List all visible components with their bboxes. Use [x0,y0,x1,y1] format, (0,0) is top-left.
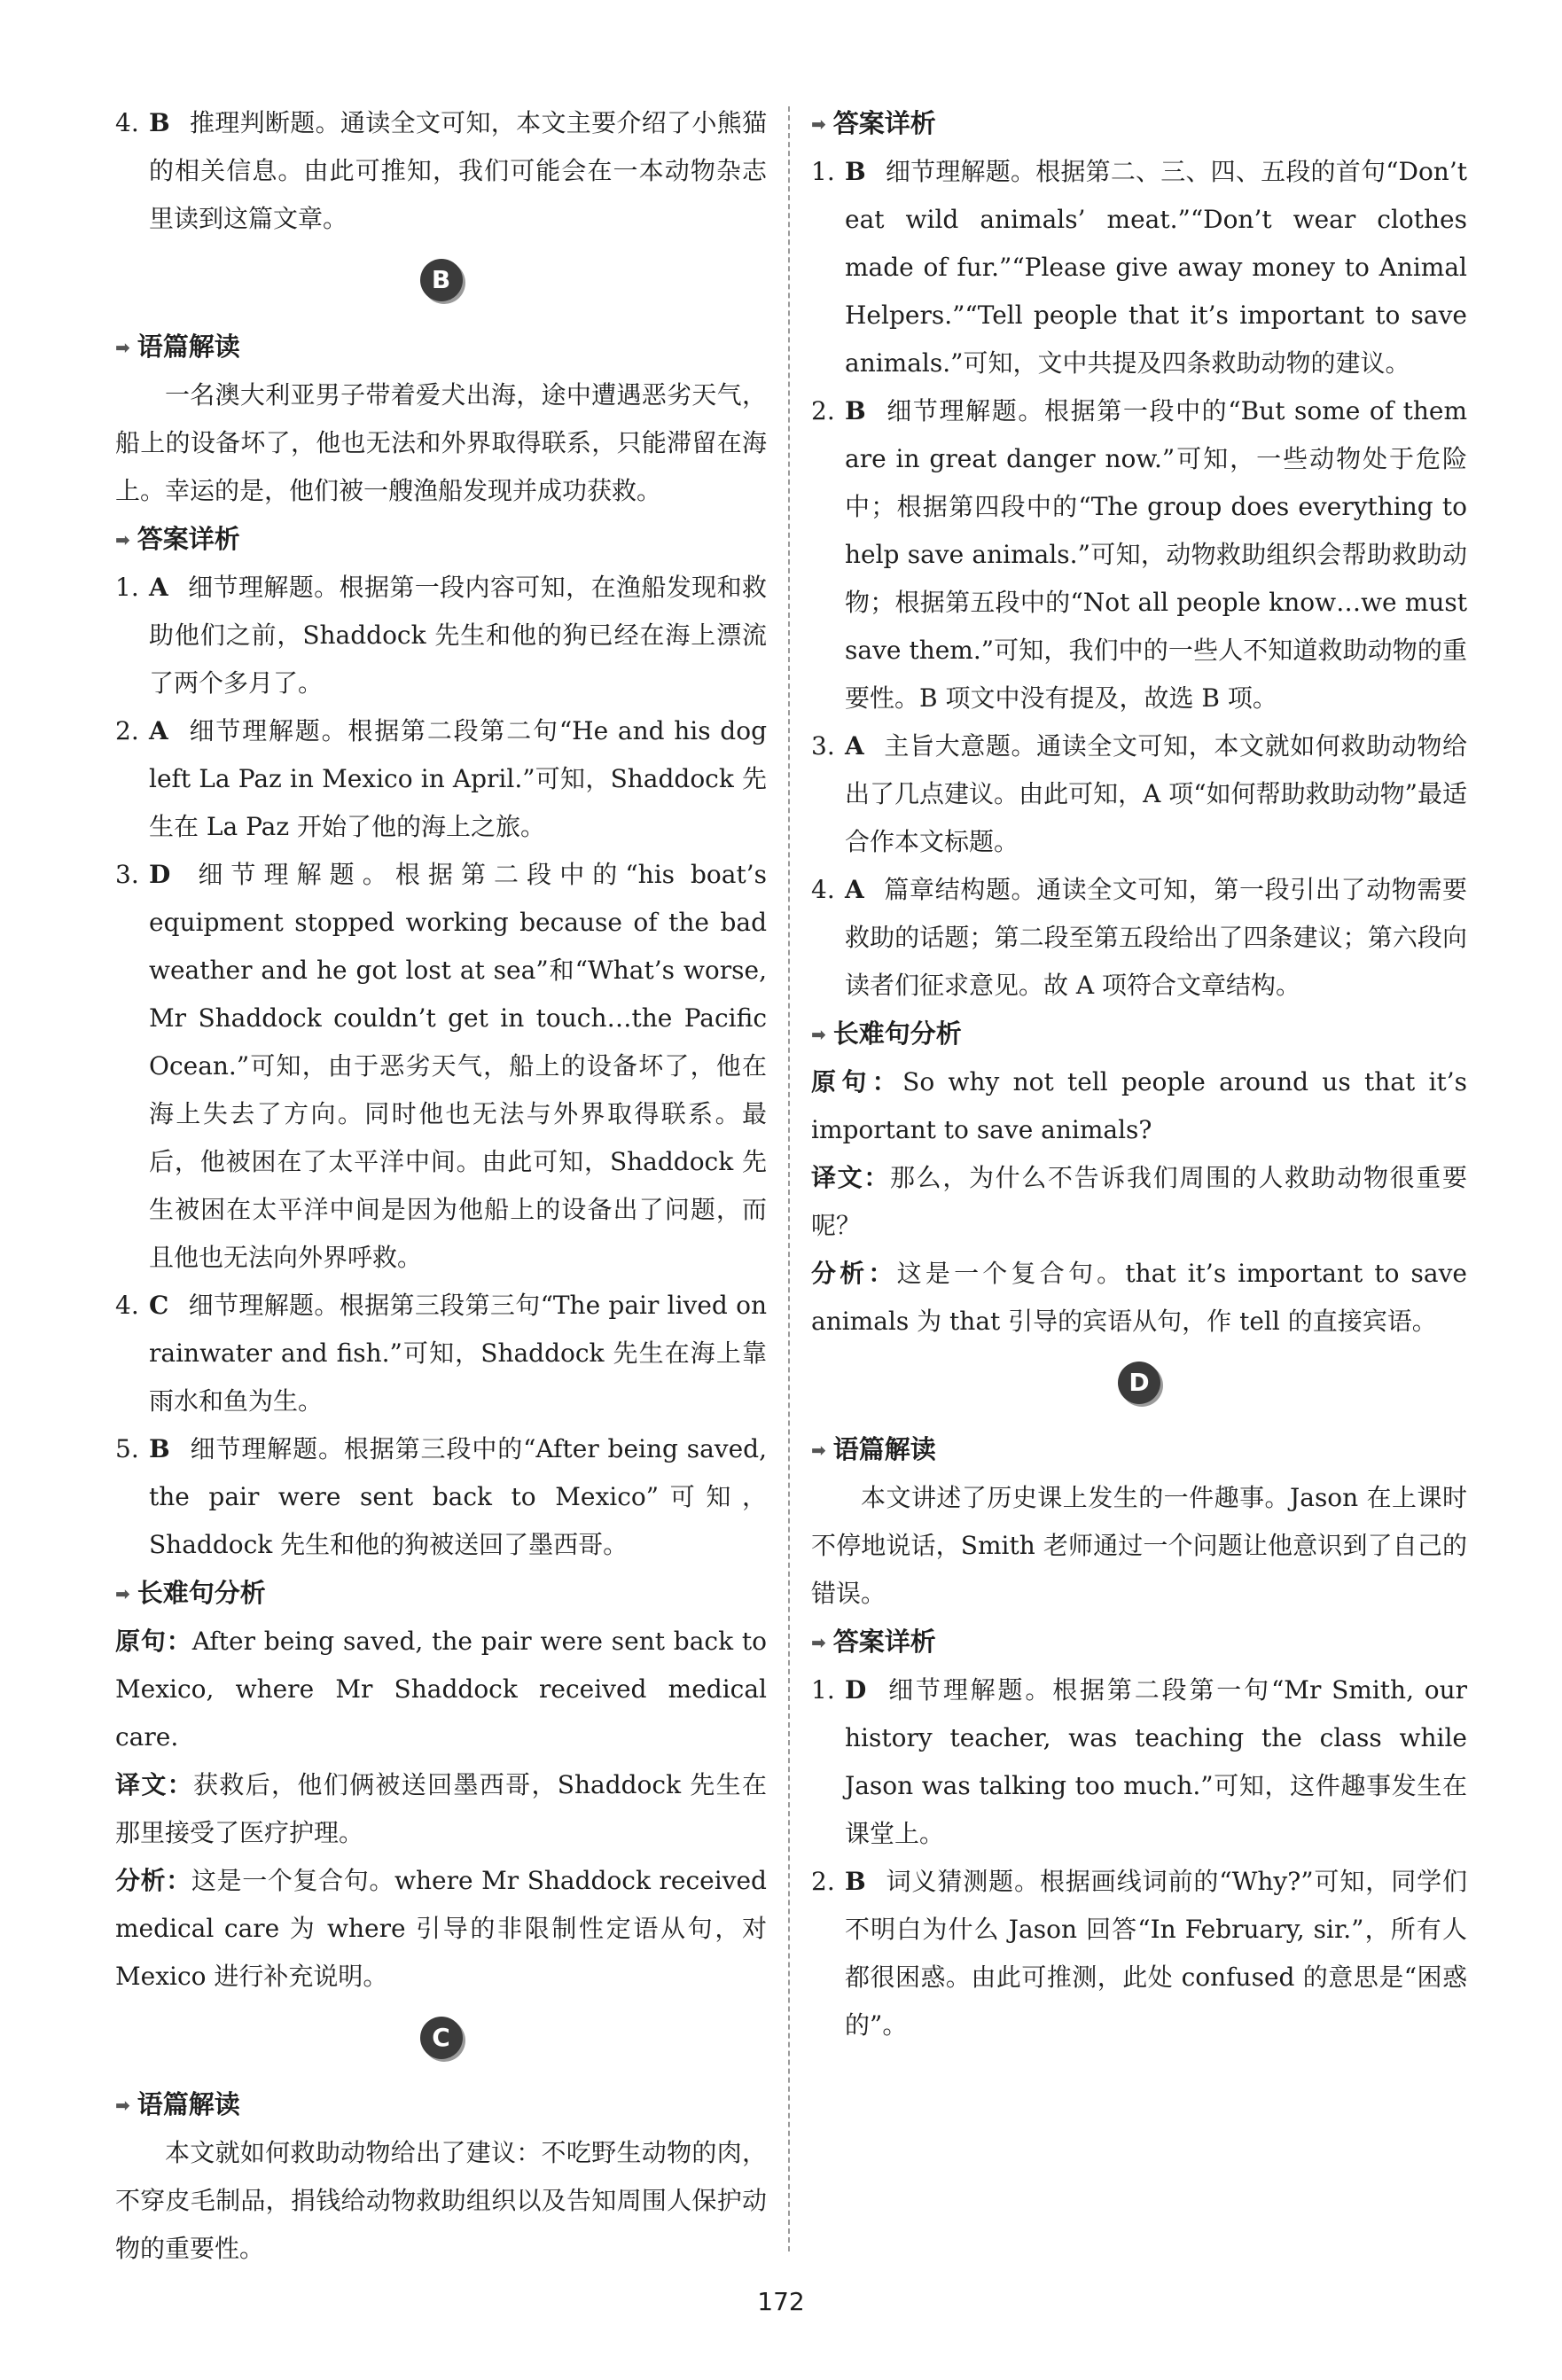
arrow-icon: ➡ [811,1440,826,1461]
analysis-label: 分析： [811,1259,897,1288]
section-letter-badge: C [420,2017,463,2059]
answer-item [811,148,1467,387]
heading-text: 答案详析 [137,524,240,554]
answer-item [811,387,1467,722]
analysis-text: 这是一个复合句。where Mr Shaddock received medical care 为 where 引导的非限制性定语从句，对 Mexico 进行补充说明。 [115,1866,767,1991]
answer-letter: B [845,157,866,186]
reading-summary: 一名澳大利亚男子带着爱犬出海，途中遭遇恶劣天气，船上的设备坏了，他也无法和外界取得联系，只能滞留在海上。幸运的是，他们被一艘渔船发现并成功获救。 [115,380,767,505]
analysis [115,1857,767,2001]
translation-label: 译文： [115,1770,194,1799]
section-badge-d [811,1346,1467,1425]
original-text: After being saved, the pair were sent back to Mexico, where Mr Shaddock received medical care. [115,1627,767,1752]
heading-text: 语篇解读 [137,332,240,362]
translation-label: 译文： [811,1163,890,1192]
arrow-icon: ➡ [811,113,826,135]
analysis-label: 分析： [115,1866,191,1895]
answer-number: 2. [811,396,835,425]
translation-text: 那么，为什么不告诉我们周围的人救助动物很重要呢？ [811,1163,1467,1240]
answer-item [115,851,767,1282]
answer-number: 4. [811,875,835,904]
arrow-icon: ➡ [115,2095,130,2116]
heading-answers [811,99,1467,148]
answer-letter: C [149,1291,169,1320]
heading-reading [115,2080,767,2129]
heading-reading [115,323,767,371]
answer-explanation: 推理判断题。通读全文可知，本文主要介绍了小熊猫的相关信息。由此可推知，我们可能会在一本动物杂志里读到这篇文章。 [149,108,767,233]
left-column [115,99,767,2273]
answer-explanation: 细节理解题。根据第一段内容可知，在渔船发现和救助他们之前，Shaddock 先生和他的狗已经在海上漂流了两个多月了。 [149,573,767,698]
heading-answers [811,1618,1467,1666]
answer-letter: A [845,875,864,904]
original-label: 原句： [811,1067,903,1096]
original-label: 原句： [115,1627,192,1656]
original-text: So why not tell people around us that it’s important to save animals? [811,1067,1467,1144]
answer-letter: A [149,573,168,602]
answer-number: 4. [115,1291,139,1320]
answer-explanation: 篇章结构题。通读全文可知，第一段引出了动物需要救助的话题；第二段至第五段给出了四条建议；第六段向读者们征求意见。故 A 项符合文章结构。 [845,875,1467,1000]
answer-item [115,99,767,243]
answer-letter: B [845,1867,866,1896]
answer-number: 3. [115,860,139,889]
answer-explanation: 细节理解题。根据第三段第三句“The pair lived on rainwater and fish.”可知，Shaddock 先生在海上靠雨水和鱼为生。 [149,1291,767,1416]
answer-letter: D [149,860,171,889]
answer-explanation: 主旨大意题。通读全文可知，本文就如何救助动物给出了几点建议。由此可知，A 项“如何帮助救助动物”最适合作本文标题。 [845,731,1467,856]
answer-letter: B [845,396,866,425]
answer-explanation: 细节理解题。根据第一段中的“But some of them are in great danger now.”可知，一些动物处于危险中；根据第四段中的“The group does everything to help save animals.”可知，动物救助组织会帮助救助动物；根据第五段中的“Not all people know…we must save them.”可知，我们中的一些人不知道救助动物的重要性。B 项文中没有提及，故选 B 项。 [845,396,1467,713]
answer-letter: B [149,108,170,137]
original-sentence [115,1618,767,1761]
answer-number: 2. [811,1867,835,1896]
answer-item [811,1666,1467,1858]
heading-long-sentence [115,1569,767,1618]
analysis-text: 这是一个复合句。that it’s important to save animals 为 that 引导的宾语从句，作 tell 的直接宾语。 [811,1259,1467,1336]
reading-summary: 本文讲述了历史课上发生的一件趣事。Jason 在上课时不停地说话，Smith 老师通过一个问题让他意识到了自己的错误。 [811,1483,1467,1608]
answer-explanation: 细节理解题。根据第二段第二句“He and his dog left La Paz in Mexico in April.”可知，Shaddock 先生在 La Paz 开始了他的海上之旅。 [149,716,767,841]
heading-text: 长难句分析 [137,1578,266,1608]
section-letter-badge: D [1118,1362,1160,1404]
arrow-icon: ➡ [811,1632,826,1653]
arrow-icon: ➡ [115,1583,130,1604]
heading-text: 答案详析 [832,108,936,138]
answer-number: 1. [811,157,835,186]
heading-long-sentence [811,1010,1467,1058]
answer-letter: A [149,716,168,745]
answer-number: 5. [115,1434,139,1463]
answer-item [811,866,1467,1010]
arrow-icon: ➡ [115,529,130,550]
answer-letter: D [845,1675,867,1705]
answer-number: 4. [115,108,139,137]
answer-item [115,1425,767,1569]
answer-explanation: 细节理解题。根据第二段中的“his boat’s equipment stopped working because of the bad weather and he got lost at sea”和“What’s worse, Mr Shaddock couldn’t get in touch…the Pacific Ocean.”可知，由于恶劣天气，船上的设备坏了，他在海上失去了方向。同时他也无法与外界取得联系。最后，他被困在了太平洋中间。由此可知，Shaddock 先生被困在太平洋中间是因为他船上的设备出了问题，而且他也无法向外界呼救。 [149,860,767,1272]
column-divider [788,106,790,2251]
heading-text: 答案详析 [832,1627,936,1657]
translation [811,1154,1467,1250]
original-sentence [811,1058,1467,1154]
answer-letter: B [149,1434,170,1463]
analysis [811,1250,1467,1346]
section-badge-b [115,243,767,323]
arrow-icon: ➡ [115,337,130,358]
right-column [811,99,1467,2049]
translation [115,1761,767,1857]
answer-explanation: 词义猜测题。根据画线词前的“Why?”可知，同学们不明白为什么 Jason 回答“In February, sir.”，所有人都很困惑。由此可推测，此处 confused 的意思是“困惑的”。 [845,1867,1467,2040]
section-letter-badge: B [420,259,463,301]
translation-text: 获救后，他们俩被送回墨西哥，Shaddock 先生在那里接受了医疗护理。 [115,1770,767,1847]
answer-item [115,564,767,707]
answer-number: 1. [115,573,139,602]
page-number: 172 [757,2287,805,2316]
answer-number: 2. [115,716,139,745]
answer-number: 1. [811,1675,835,1705]
arrow-icon: ➡ [811,1024,826,1045]
section-badge-c [115,2001,767,2080]
heading-answers [115,515,767,564]
heading-text: 长难句分析 [832,1018,962,1049]
answer-number: 3. [811,731,835,761]
answer-item [115,1282,767,1425]
answer-item [811,722,1467,866]
heading-text: 语篇解读 [137,2089,240,2119]
heading-text: 语篇解读 [832,1434,936,1464]
answer-letter: A [845,731,864,761]
answer-item [811,1858,1467,2049]
reading-summary: 本文就如何救助动物给出了建议：不吃野生动物的肉，不穿皮毛制品，捐钱给动物救助组织以及告知周围人保护动物的重要性。 [115,2138,767,2263]
heading-reading [811,1425,1467,1474]
answer-item [115,707,767,851]
answer-explanation: 细节理解题。根据第二、三、四、五段的首句“Don’t eat wild animals’ meat.”“Don’t wear clothes made of fur.”“Please give away money to Animal Helpers.”“Tell people that it’s important to save animals.”可知，文中共提及四条救助动物的建议。 [845,157,1467,378]
answer-explanation: 细节理解题。根据第二段第一句“Mr Smith, our history teacher, was teaching the class while Jason was talking too much.”可知，这件趣事发生在课堂上。 [845,1675,1467,1848]
answer-explanation: 细节理解题。根据第三段中的“After being saved, the pair were sent back to Mexico”可知，Shaddock 先生和他的狗被送回了墨西哥。 [149,1434,767,1559]
